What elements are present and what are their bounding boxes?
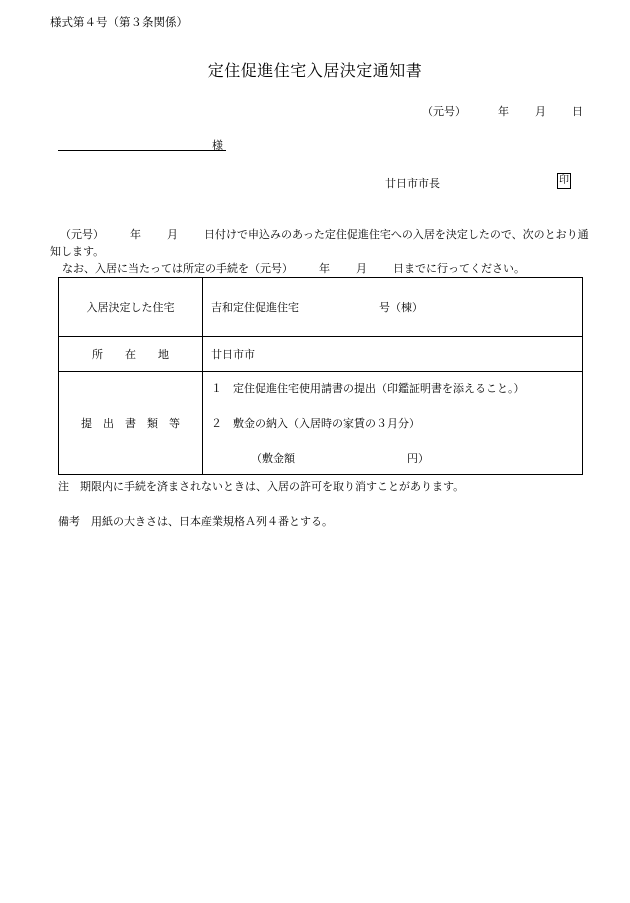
table-row-documents xyxy=(59,372,583,475)
date-day-label: 日 xyxy=(572,105,583,118)
date-year-label: 年 xyxy=(498,105,509,118)
deposit-amount xyxy=(211,450,582,467)
body-era: （元号） xyxy=(60,228,104,241)
label-housing: 入居決定した住宅 xyxy=(59,278,203,337)
housing-unit: 号（棟） xyxy=(379,301,423,314)
body-paragraph-1 xyxy=(50,226,590,260)
label-documents: 提 出 書 類 等 xyxy=(59,372,203,475)
body-paragraph-2-era: （元号） xyxy=(249,262,293,275)
body-paragraph-2-head: なお、入居に当たっては所定の手続を xyxy=(62,262,249,275)
body-paragraph-2 xyxy=(62,260,525,276)
body-paragraph-2-year: 年 xyxy=(319,262,330,275)
deposit-unit: 円） xyxy=(407,451,429,465)
remarks-text: 備考 用紙の大きさは、日本産業規格Ａ列４番とする。 xyxy=(58,515,333,528)
issuer-name: 廿日市市長 xyxy=(385,177,440,190)
issue-date xyxy=(422,103,583,119)
deposit-label: （敷金額 xyxy=(251,451,295,465)
housing-info-table xyxy=(58,277,583,475)
document-item-1: １ 定住促進住宅使用請書の提出（印鑑証明書を添えること。） xyxy=(211,381,525,395)
seal-mark: 印 xyxy=(557,173,571,189)
date-era: （元号） xyxy=(422,105,466,118)
body-year-label: 年 xyxy=(130,228,141,241)
document-item-2: ２ 敷金の納入（入居時の家賃の３月分） xyxy=(211,416,420,430)
recipient-name-blank xyxy=(58,150,226,151)
form-number: 様式第４号（第３条関係） xyxy=(50,15,188,29)
date-month-label: 月 xyxy=(535,105,546,118)
value-location: 廿日市市 xyxy=(203,337,583,372)
housing-name: 吉和定住促進住宅 xyxy=(211,301,299,314)
value-housing xyxy=(203,278,583,337)
body-paragraph-1-text: 日付けで申込みのあった定住促進住宅への入居を決定したので、次のとおり通知します。 xyxy=(50,228,589,258)
body-paragraph-2-month: 月 xyxy=(356,262,367,275)
body-paragraph-2-tail: 日までに行ってください。 xyxy=(393,262,525,275)
body-month-label: 月 xyxy=(167,228,178,241)
recipient-honorific: 様 xyxy=(212,139,223,152)
table-row-housing xyxy=(59,278,583,337)
note-text: 注 期限内に手続を済まされないときは、入居の許可を取り消すことがあります。 xyxy=(58,480,465,493)
table-row-location xyxy=(59,337,583,372)
document-title: 定住促進住宅入居決定通知書 xyxy=(207,61,423,80)
value-documents xyxy=(203,372,583,475)
label-location: 所 在 地 xyxy=(59,337,203,372)
